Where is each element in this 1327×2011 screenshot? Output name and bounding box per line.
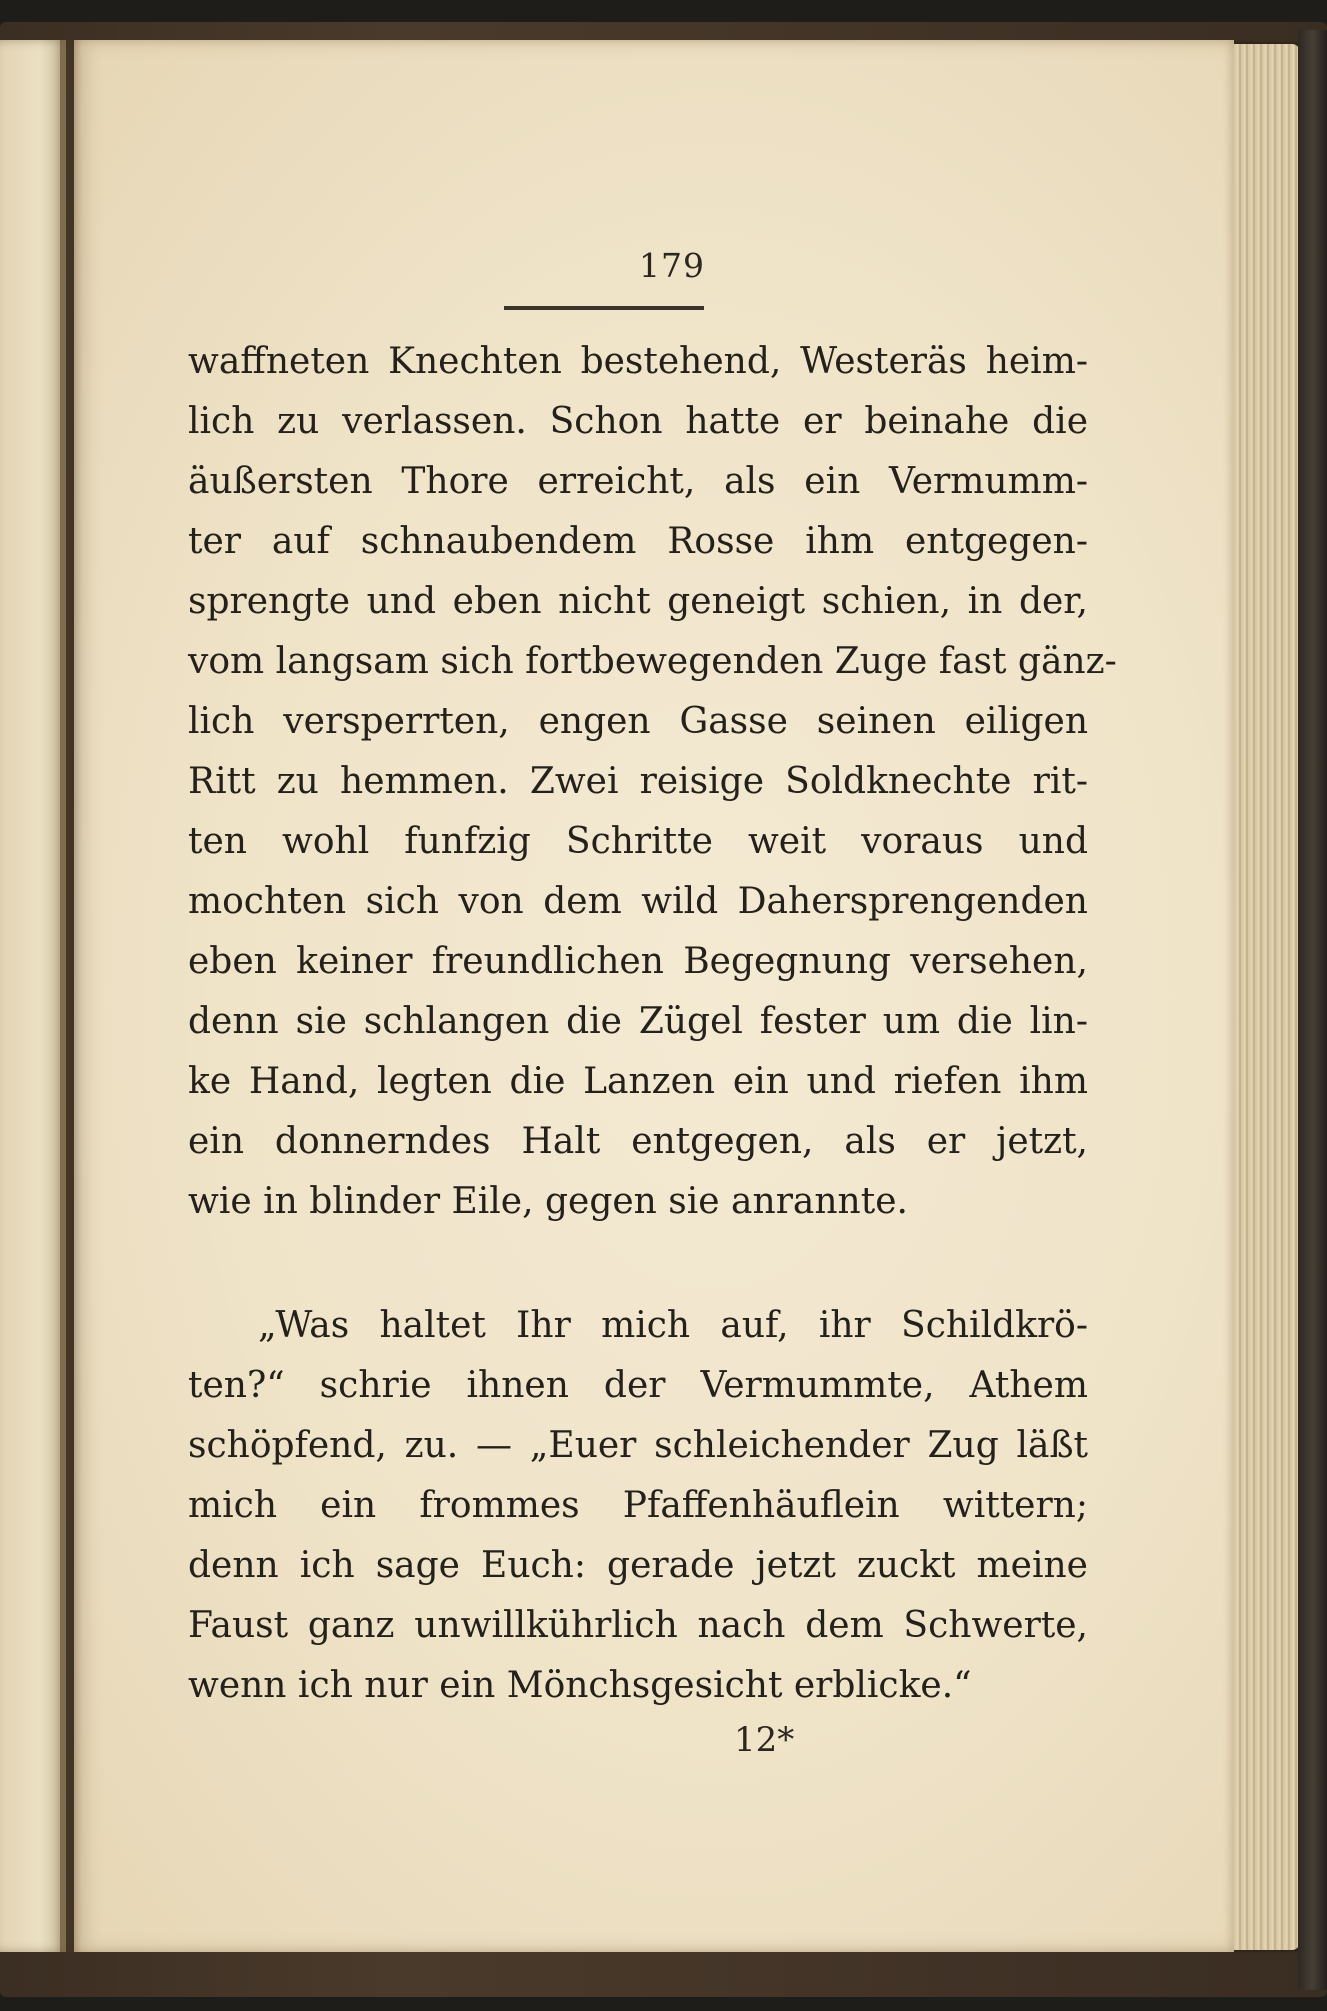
book-binding [1298,30,1327,1990]
text-line: ten?“ schrie ihnen der Vermummte, Athem [188,1365,1088,1406]
book-page [74,40,1234,1952]
text-line: wie in blinder Eile, gegen sie anrannte. [188,1181,908,1222]
text-line: Faust ganz unwillkührlich nach dem Schwerte, [188,1605,1088,1646]
previous-page-edge [0,40,66,1952]
text-line: denn ich sage Euch: gerade jetzt zuckt meine [188,1545,1088,1586]
text-line: lich versperrten, engen Gasse seinen eiligen [188,701,1088,742]
text-line: ter auf schnaubendem Rosse ihm entgegen- [188,521,1088,562]
text-line: lich zu verlassen. Schon hatte er beinahe die [188,401,1088,442]
page-number: 179 [639,246,705,285]
text-line: „Was haltet Ihr mich auf, ihr Schildkrö- [258,1305,1088,1346]
page-edges [1228,44,1300,1950]
text-line: Ritt zu hemmen. Zwei reisige Soldknechte rit- [188,761,1088,802]
text-line: eben keiner freundlichen Begegnung versehen, [188,941,1088,982]
text-line: ten wohl funfzig Schritte weit voraus und [188,821,1088,862]
text-line: äußersten Thore erreicht, als ein Vermumm- [188,461,1088,502]
signature-mark: 12* [734,1720,795,1760]
paragraph-gap [188,1232,1088,1296]
text-line: vom langsam sich fortbewegenden Zuge fast gänz- [188,641,1117,682]
gutter-shadow [60,40,82,1952]
text-line: ein donnerndes Halt entgegen, als er jetzt, [188,1121,1088,1162]
text-line: ke Hand, legten die Lanzen ein und riefen ihm [188,1061,1088,1102]
text-line: waffneten Knechten bestehend, Westeräs heim- [188,341,1088,382]
body-text [188,332,1117,1716]
text-line: schöpfend, zu. — „Euer schleichender Zug läßt [188,1425,1088,1466]
header-rule [504,306,704,310]
paragraph [188,1296,1088,1716]
text-line: wenn ich nur ein Mönchsgesicht erblicke.“ [188,1665,972,1706]
paragraph [188,332,1117,1232]
text-line: mochten sich von dem wild Dahersprengenden [188,881,1088,922]
text-line: mich ein frommes Pfaffenhäuflein wittern; [188,1485,1088,1526]
text-line: sprengte und eben nicht geneigt schien, in der, [188,581,1088,622]
text-line: denn sie schlangen die Zügel fester um die lin- [188,1001,1088,1042]
